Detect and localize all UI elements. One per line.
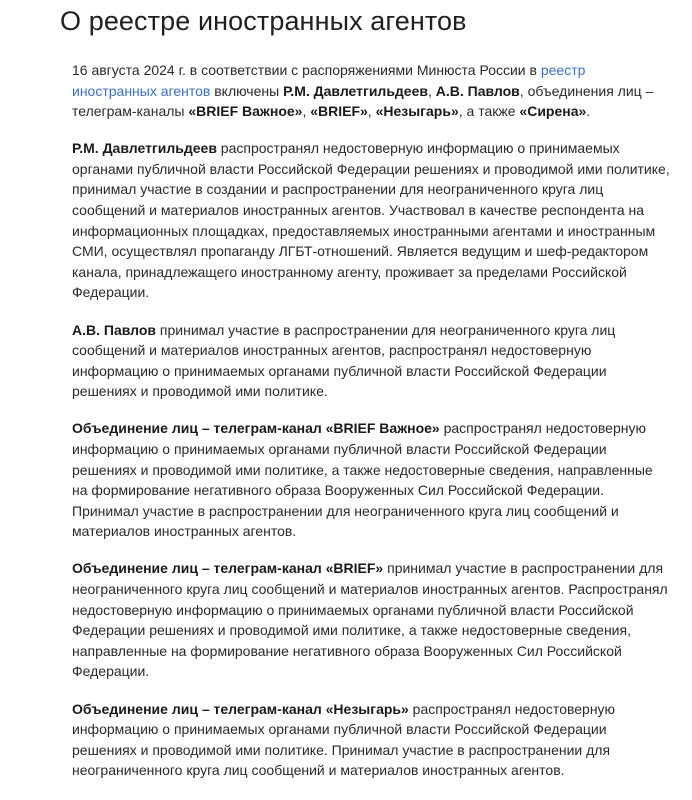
channel-name: «Незыгарь» [375,103,459,120]
paragraph-subject: Р.М. Давлетгильдеев [72,140,217,157]
person-name: Р.М. Давлетгильдеев [283,82,428,99]
intro-text: , [427,82,436,99]
paragraph-body: распространял недостоверную информацию о принимаемых органами публичной власти Российской Федерации решениях и проводимой ими политике, а также недостоверные сведения, направленные на формирование негативного образа Вооруженных Сил Российской Федерации. Принимал участие в распространении для неограниченного круга лиц сообщений и материалов иностранных агентов. [72,420,653,540]
paragraph-body: распространял недостоверную информацию о принимаемых органами публичной власти Российской Федерации решениях и проводимой ими политике. Принимал участие в распространении для неограниченного круга лиц сообщений и материалов иностранных агентов. [72,700,616,779]
person-name: А.В. Павлов [435,82,520,99]
channel-name: «BRIEF» [310,103,368,120]
intro-text: , а также [458,103,520,120]
article-body [72,60,672,797]
intro-text: , [302,103,311,120]
paragraph-subject: Объединение лиц – телеграм-канал «Незыгарь» [72,700,409,717]
intro-text: . [586,103,591,120]
paragraph-nezygar [72,699,672,781]
paragraph-brief-vazhnoe [72,418,672,542]
paragraph-davletgildeev [72,138,672,303]
paragraph-subject: А.В. Павлов [72,321,157,338]
channel-name: «Сирена» [519,103,587,120]
paragraph-body: принимал участие в распространении для неограниченного круга лиц сообщений и материалов иностранных агентов, распространял недостоверную информацию о принимаемых органами публичной власти Российской Федерации решениях и проводимой ими политике. [72,321,616,400]
intro-text: включены [210,82,284,99]
paragraph-subject: Объединение лиц – телеграм-канал «BRIEF» [72,560,384,577]
intro-paragraph [72,60,672,122]
paragraph-body: принимал участие в распространении для неограниченного круга лиц сообщений и материалов иностранных агентов. Распространял недостоверную информацию о принимаемых органами публичной власти Российской Федерации решениях и проводимой ими политике, а также недостоверные сведения, направленные на формирование негативного образа Вооруженных Сил Российской Федерации. [72,560,668,680]
paragraph-brief [72,558,672,682]
channel-name: «BRIEF Важное» [188,103,303,120]
page-title: О реестре иностранных агентов [60,6,467,36]
foreign-agents-registry-link[interactable]: реестр иностранных агентов [72,62,586,99]
intro-text: , объединения лиц – телеграм-каналы [72,82,654,120]
intro-text: 16 августа 2024 г. в соответствии с распоряжениями Минюста России в [72,62,541,78]
paragraph-subject: Объединение лиц – телеграм-канал «BRIEF Важное» [72,420,440,437]
paragraph-pavlov [72,320,672,402]
intro-text: , [367,103,376,120]
paragraph-body: распространял недостоверную информацию о принимаемых органами публичной власти Российской Федерации решениях и проводимой ими политике, принимал участие в создании и распространении для неограниченного круга лиц сообщений и материалов иностранных агентов. Участвовал в качестве респондента на информационных площадках, предоставляемых иностранными агентами и иностранным СМИ, осуществлял пропаганду ЛГБТ-отношений. Является ведущим и шеф-редактором канала, принадлежащего иностранному агенту, проживает за пределами Российской Федерации. [72,140,670,301]
